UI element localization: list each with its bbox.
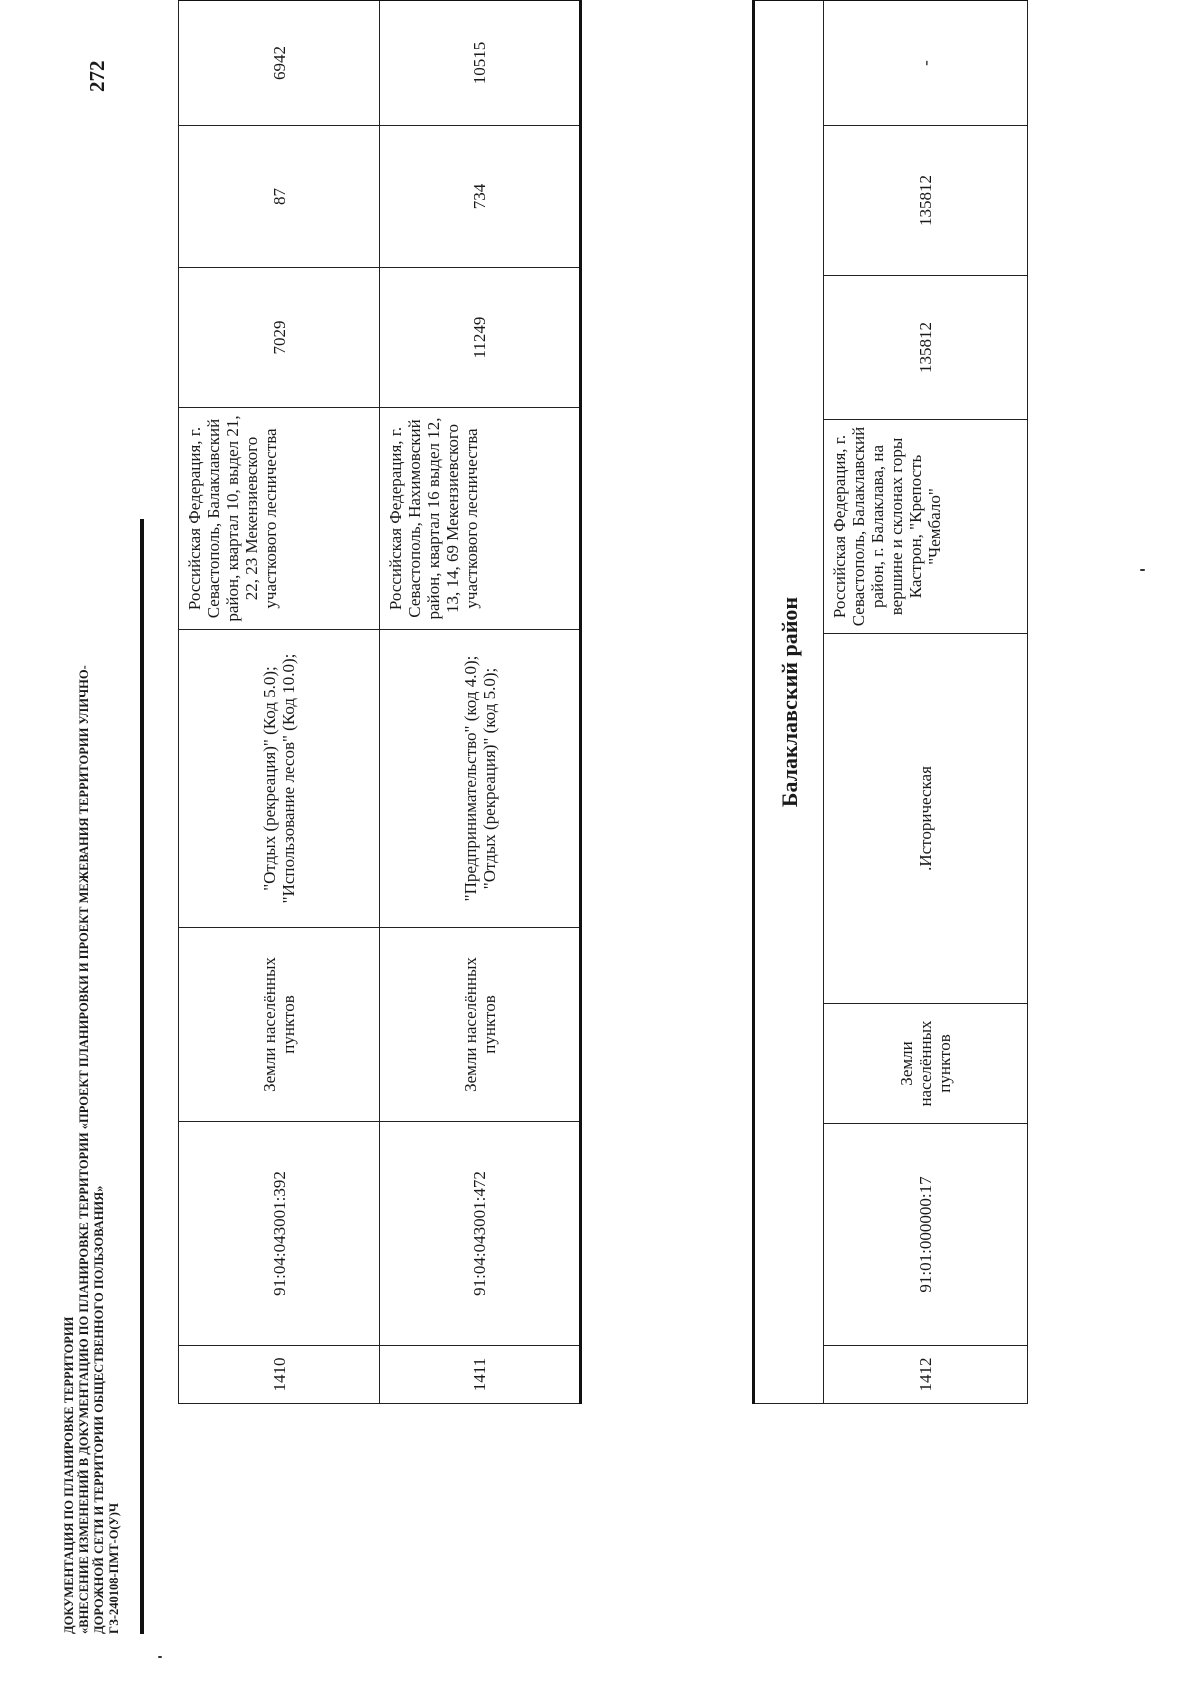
area: 135812: [824, 276, 1028, 420]
cadastral-number: 91:01:000000:17: [824, 1124, 1028, 1346]
overlap-area: 135812: [824, 126, 1028, 276]
permitted-use: .Историческая: [824, 634, 1028, 1004]
scan-speck: [158, 1656, 162, 1658]
document-header: [62, 434, 122, 1634]
remainder-area: -: [824, 0, 1028, 126]
land-category: Земли населённых пунктов: [179, 928, 380, 1122]
land-category: Земли населённых пунктов: [380, 928, 581, 1122]
row-number: 1412: [824, 1346, 1028, 1404]
area: 11249: [380, 268, 581, 408]
header-line-4: ГЗ-240108-ПМТ-О(У)Ч: [107, 1502, 121, 1634]
location: Российская Федерация, г. Севастополь, Балаклавский район, квартал 10, выдел 21, 22, 23 Мекензиевского участкового лесничества: [179, 408, 380, 630]
row-number: 1411: [380, 1346, 581, 1404]
cadastral-number: 91:04:043001:472: [380, 1122, 581, 1346]
scan-speck: [1140, 569, 1145, 571]
row-number: 1410: [179, 1346, 380, 1404]
land-category: Земли населённых пунктов: [824, 1004, 1028, 1124]
parcels-table-1: [178, 0, 582, 1404]
area: 7029: [179, 268, 380, 408]
overlap-area: 734: [380, 126, 581, 268]
table-row: [380, 0, 581, 1404]
header-line-1: ДОКУМЕНТАЦИЯ ПО ПЛАНИРОВКЕ ТЕРРИТОРИИ: [62, 1316, 76, 1634]
overlap-area: 87: [179, 126, 380, 268]
header-line-2: «ВНЕСЕНИЕ ИЗМЕНЕНИЙ В ДОКУМЕНТАЦИЮ ПО ПЛАНИРОВКЕ ТЕРРИТОРИИ «ПРОЕКТ ПЛАНИРОВКИ И ПРОЕКТ МЕЖЕВАНИЯ ТЕРРИТОРИИ УЛИЧНО-: [77, 665, 91, 1634]
location: Российская Федерация, г. Севастополь, Балаклавский район, г. Балаклава, на вершине и склонах горы Кастрон, "Крепость "Чембало": [824, 420, 1028, 634]
table-row: [824, 0, 1028, 1404]
remainder-area: 10515: [380, 0, 581, 126]
permitted-use: "Предпринимательство" (код 4.0); "Отдых (рекреация)" (код 5.0);: [380, 630, 581, 928]
parcels-table-2: [752, 0, 1028, 1404]
permitted-use: "Отдых (рекреация)" (Код 5.0); "Использование лесов" (Код 10.0);: [179, 630, 380, 928]
header-divider: [140, 519, 144, 1634]
remainder-area: 6942: [179, 0, 380, 126]
location: Российская Федерация, г. Севастополь, Нахимовский район, квартал 16 выдел 12, 13, 14, 69 Мекензиевского участкового лесничества: [380, 408, 581, 630]
cadastral-number: 91:04:043001:392: [179, 1122, 380, 1346]
header-line-3: ДОРОЖНОЙ СЕТИ И ТЕРРИТОРИИ ОБЩЕСТВЕННОГО ПОЛЬЗОВАНИЯ»: [92, 1185, 106, 1634]
table-row: [179, 0, 380, 1404]
district-header-row: [754, 0, 824, 1404]
district-title: Балаклавский район: [754, 0, 824, 1404]
page-number: 272: [85, 60, 109, 92]
